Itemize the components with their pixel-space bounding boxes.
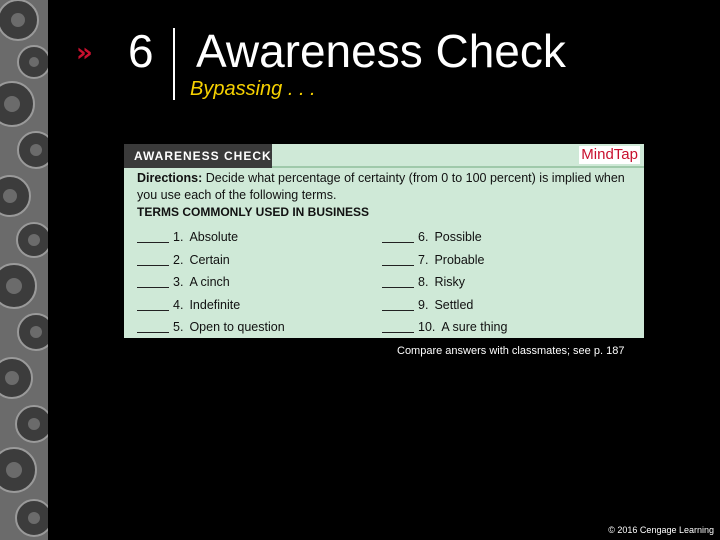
directions-text (137, 170, 637, 204)
awareness-check-card (124, 144, 644, 338)
list-item (137, 249, 285, 272)
terms-column-left (137, 226, 285, 339)
answer-blank (137, 231, 169, 243)
answer-blank (137, 321, 169, 333)
term-number: 8. (418, 275, 429, 290)
gears-icon (0, 0, 48, 540)
term-number: 4. (173, 297, 184, 312)
term-number: 9. (418, 297, 429, 312)
list-item (137, 271, 285, 294)
term-number: 2. (173, 252, 184, 267)
list-item (382, 316, 507, 339)
term-label: Absolute (189, 230, 239, 245)
answer-blank (382, 276, 414, 288)
compare-note: Compare answers with classmates; see p. 187 (397, 345, 625, 357)
terms-column-right (382, 226, 507, 339)
card-header-band (124, 144, 272, 168)
card-header-rule (272, 166, 644, 168)
term-label: A sure thing (441, 320, 508, 335)
gear-strip-decoration (0, 0, 48, 540)
term-number: 6. (418, 230, 429, 245)
answer-blank (382, 299, 414, 311)
term-label: Probable (434, 252, 485, 267)
chevrons-icon: » (76, 38, 93, 68)
list-item (137, 226, 285, 249)
list-item (382, 249, 507, 272)
term-number: 10. (418, 320, 436, 335)
list-item (137, 294, 285, 317)
answer-blank (382, 321, 414, 333)
answer-blank (137, 254, 169, 266)
term-number: 3. (173, 275, 184, 290)
page-title: Awareness Check (196, 25, 566, 77)
term-label: Indefinite (189, 297, 241, 312)
term-label: Risky (434, 275, 465, 290)
list-item (382, 271, 507, 294)
list-item (137, 316, 285, 339)
mindtap-logo: MindTap (581, 146, 638, 163)
term-label: A cinch (189, 275, 230, 290)
directions-body: Decide what percentage of certainty (from 0 to 100 percent) is implied when you use each of the following terms. (137, 171, 625, 202)
title-divider (173, 28, 175, 100)
copyright-notice: © 2016 Cengage Learning (608, 525, 714, 535)
term-number: 5. (173, 320, 184, 335)
list-item (382, 294, 507, 317)
terms-heading: TERMS COMMONLY USED IN BUSINESS (137, 205, 370, 219)
directions-label: Directions: (137, 171, 203, 185)
answer-blank (137, 276, 169, 288)
term-label: Open to question (189, 320, 285, 335)
term-label: Possible (434, 230, 482, 245)
answer-blank (137, 299, 169, 311)
term-number: 1. (173, 230, 184, 245)
term-label: Settled (434, 297, 474, 312)
answer-blank (382, 231, 414, 243)
card-header-label: AWARENESS CHECK (134, 149, 272, 163)
chapter-number: 6 (128, 25, 154, 77)
page-subtitle: Bypassing . . . (190, 78, 316, 100)
list-item (382, 226, 507, 249)
term-label: Certain (189, 252, 230, 267)
card-header (124, 144, 644, 168)
term-number: 7. (418, 252, 429, 267)
answer-blank (382, 254, 414, 266)
